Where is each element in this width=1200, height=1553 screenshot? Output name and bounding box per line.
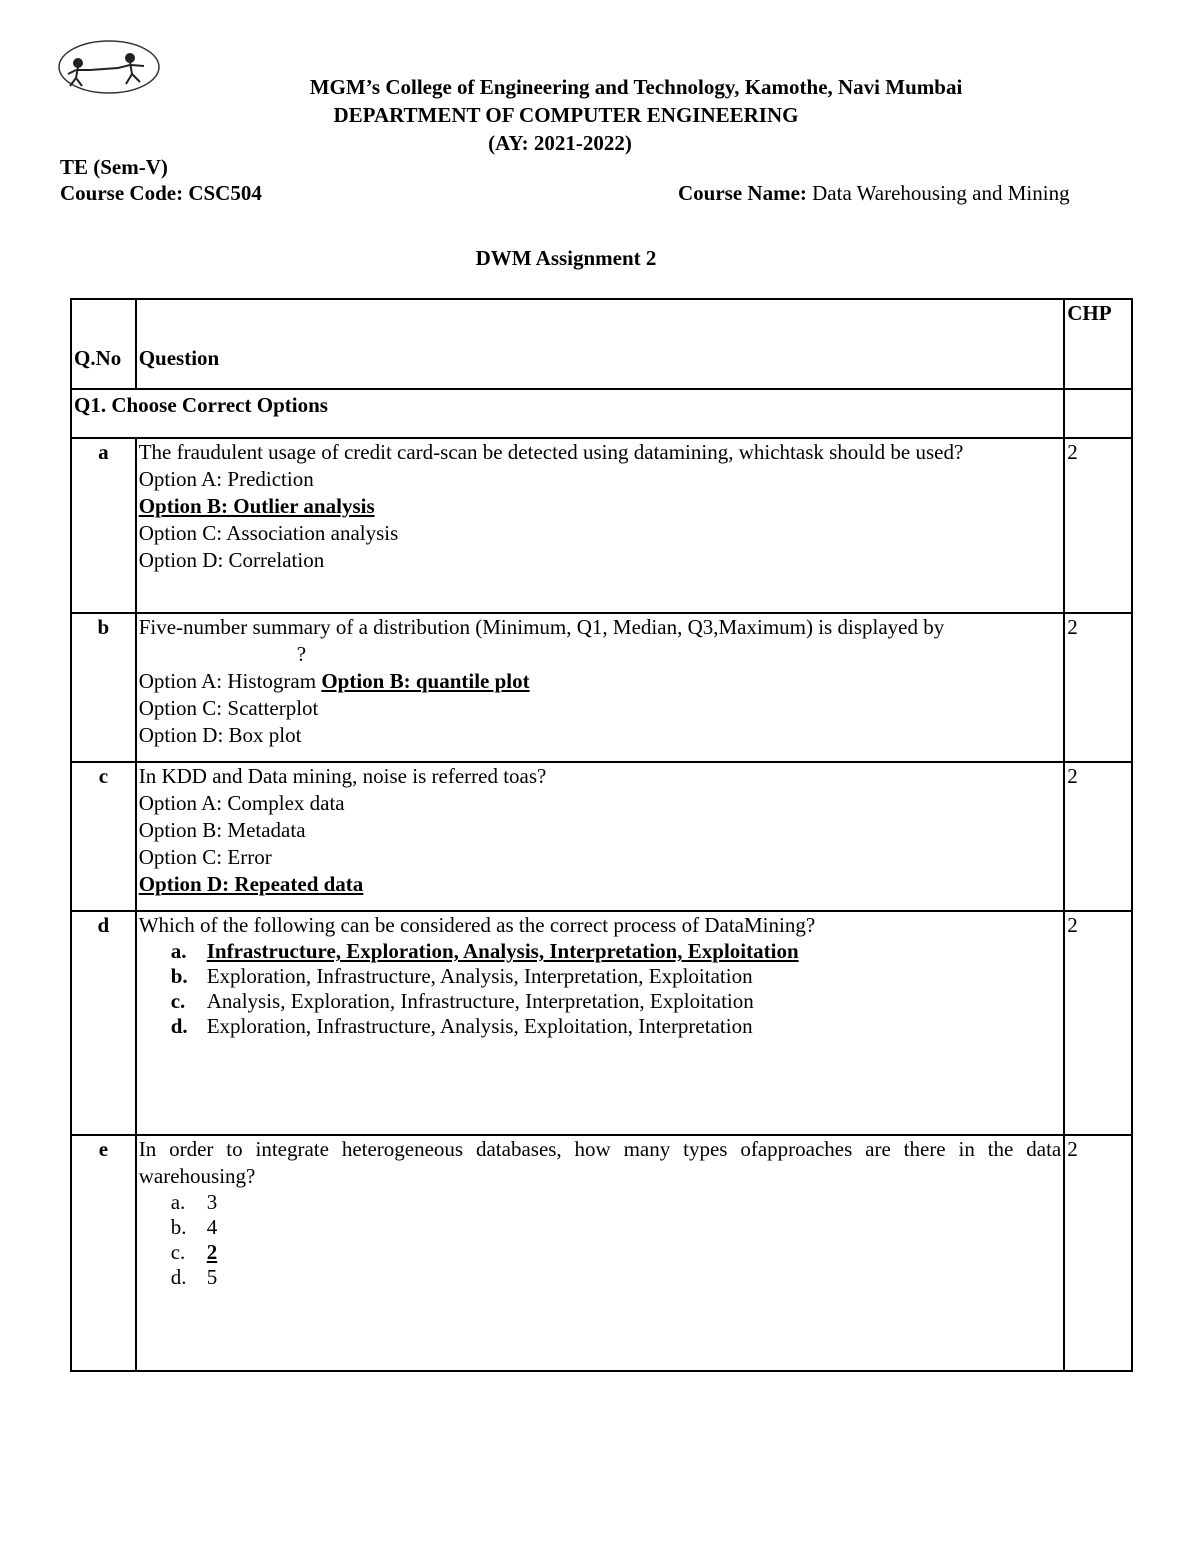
chapter-number: 2: [1064, 613, 1132, 762]
question-number: a: [71, 438, 136, 613]
question-text-end: ?: [296, 642, 307, 666]
question-text: Five-number summary of a distribution (Minimum, Q1, Median, Q3,Maximum) is displayed by: [138, 615, 945, 639]
option-item: Option A: Histogram: [138, 669, 317, 693]
option-marker: b.: [170, 964, 188, 988]
option-marker: d.: [170, 1014, 188, 1038]
department-name: DEPARTMENT OF COMPUTER ENGINEERING: [333, 103, 799, 127]
list-item: [170, 989, 1062, 1013]
option-item: Option C: Error: [138, 845, 272, 869]
option-item: Analysis, Exploration, Infrastructure, Interpretation, Exploitation: [206, 989, 754, 1013]
option-marker: d.: [170, 1265, 187, 1289]
list-item: [170, 1190, 1062, 1214]
section-title: Q1. Choose Correct Options: [71, 389, 1064, 438]
option-item: Option C: Scatterplot: [138, 696, 319, 720]
chapter-number: 2: [1064, 1135, 1132, 1371]
table-row: [71, 1135, 1132, 1371]
option-item: 5: [206, 1265, 218, 1289]
question-cell: [136, 613, 1065, 762]
question-cell: [136, 1135, 1065, 1371]
question-number: c: [71, 762, 136, 911]
option-item: Option A: Complex data: [138, 791, 345, 815]
option-marker: b.: [170, 1215, 187, 1239]
academic-year: (AY: 2021-2022): [488, 131, 632, 155]
college-name: MGM’s College of Engineering and Technology, Kamothe, Navi Mumbai: [309, 75, 963, 99]
chapter-number: 2: [1064, 911, 1132, 1135]
header-question: Question: [136, 299, 1065, 389]
table-row: [71, 438, 1132, 613]
option-item: 3: [206, 1190, 218, 1214]
question-text: In KDD and Data mining, noise is referred toas?: [138, 764, 547, 788]
course-name-value: Data Warehousing and Mining: [806, 181, 1070, 205]
question-cell: [136, 762, 1065, 911]
correct-option: Option B: Outlier analysis: [138, 494, 375, 518]
option-item: 4: [206, 1215, 218, 1239]
table-row: [71, 762, 1132, 911]
option-marker: a.: [170, 939, 187, 963]
option-list: [139, 1190, 1062, 1289]
list-item: [170, 939, 1062, 963]
assignment-title: DWM Assignment 2: [475, 246, 657, 270]
course-name-label: Course Name:: [678, 181, 807, 205]
option-item: Option C: Association analysis: [138, 521, 399, 545]
option-item: Exploration, Infrastructure, Analysis, Interpretation, Exploitation: [206, 964, 753, 988]
question-table: [70, 298, 1133, 1372]
chapter-number: 2: [1064, 762, 1132, 911]
correct-option: Infrastructure, Exploration, Analysis, Interpretation, Exploitation: [206, 939, 799, 963]
course-name: [678, 181, 1070, 206]
option-item: Option A: Prediction: [138, 467, 314, 491]
correct-option: Option D: Repeated data: [138, 872, 364, 896]
header-qno: Q.No: [71, 299, 136, 389]
list-item: [170, 1014, 1062, 1038]
course-code: Course Code: CSC504: [60, 181, 262, 205]
table-row: [71, 613, 1132, 762]
option-item: Option B: Metadata: [138, 818, 306, 842]
list-item: [170, 1240, 1062, 1264]
correct-option: 2: [206, 1240, 218, 1264]
option-item: Exploration, Infrastructure, Analysis, Exploitation, Interpretation: [206, 1014, 753, 1038]
chapter-number: 2: [1064, 438, 1132, 613]
option-marker: c.: [170, 1240, 186, 1264]
question-cell: [136, 911, 1065, 1135]
question-number: e: [71, 1135, 136, 1371]
question-number: d: [71, 911, 136, 1135]
question-text: Which of the following can be considered as the correct process of DataMining?: [138, 913, 816, 937]
correct-option: Option B: quantile plot: [321, 669, 530, 693]
option-item: Option D: Correlation: [138, 548, 325, 572]
table-header-row: [71, 299, 1132, 389]
section-row: [71, 389, 1132, 438]
question-text: The fraudulent usage of credit card-scan be detected using datamining, whichtask should be used?: [138, 440, 964, 464]
option-marker: c.: [170, 989, 186, 1013]
option-item: Option D: Box plot: [138, 723, 302, 747]
option-marker: a.: [170, 1190, 186, 1214]
question-cell: [136, 438, 1065, 613]
header-chp: CHP: [1064, 299, 1132, 389]
question-text: In order to integrate heterogeneous databases, how many types ofapproaches are there in the data warehousing?: [138, 1137, 1062, 1188]
list-item: [170, 964, 1062, 988]
semester: TE (Sem-V): [60, 155, 168, 179]
table-row: [71, 911, 1132, 1135]
list-item: [170, 1215, 1062, 1239]
question-number: b: [71, 613, 136, 762]
section-chp-empty: [1064, 389, 1132, 438]
option-list: [139, 939, 1062, 1038]
list-item: [170, 1265, 1062, 1289]
